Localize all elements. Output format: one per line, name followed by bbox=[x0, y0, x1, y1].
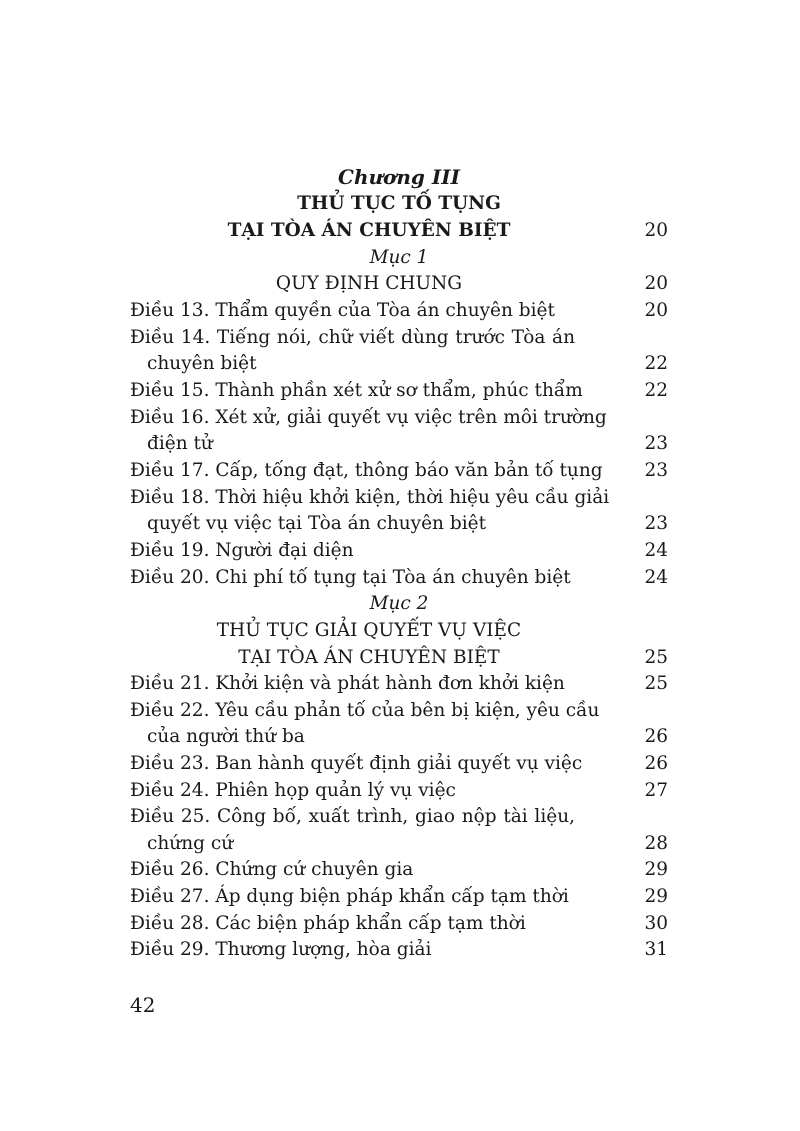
chapter-title-line2: TẠI TÒA ÁN CHUYÊN BIỆT bbox=[227, 220, 511, 241]
entry-page: 24 bbox=[644, 540, 668, 561]
entry-title: Điều 21. Khởi kiện và phát hành đơn khởi kiện bbox=[130, 673, 565, 694]
toc-entry[interactable] bbox=[130, 670, 668, 697]
entry-title: Điều 15. Thành phần xét xử sơ thẩm, phúc thẩm bbox=[130, 380, 583, 401]
entry-title: Điều 27. Áp dụng biện pháp khẩn cấp tạm thời bbox=[130, 886, 569, 907]
toc-entry[interactable] bbox=[130, 936, 668, 963]
entry-title: Điều 20. Chi phí tố tụng tại Tòa án chuyên biệt bbox=[130, 567, 571, 588]
entry-title: Điều 23. Ban hành quyết định giải quyết vụ việc bbox=[130, 753, 583, 774]
toc-entry[interactable] bbox=[130, 910, 668, 937]
toc-entry[interactable] bbox=[130, 750, 668, 777]
entry-title: Điều 24. Phiên họp quản lý vụ việc bbox=[130, 780, 456, 801]
toc-entry[interactable] bbox=[130, 324, 668, 351]
toc-entry[interactable] bbox=[130, 297, 668, 324]
toc-entry[interactable] bbox=[130, 457, 668, 484]
chapter-page: 20 bbox=[644, 220, 668, 241]
entry-page: 22 bbox=[644, 353, 668, 374]
entry-page: 23 bbox=[644, 513, 668, 534]
section2-title-line2-row bbox=[130, 644, 668, 671]
entry-title: Điều 25. Công bố, xuất trình, giao nộp tài liệu, bbox=[130, 806, 575, 827]
entry-title-cont: quyết vụ việc tại Tòa án chuyên biệt bbox=[147, 513, 486, 534]
entry-page: 30 bbox=[644, 913, 668, 934]
section1-label: Mục 1 bbox=[369, 247, 429, 268]
entry-page: 29 bbox=[644, 859, 668, 880]
entry-page: 23 bbox=[644, 460, 668, 481]
toc-entry[interactable] bbox=[130, 537, 668, 564]
toc-entry[interactable] bbox=[130, 404, 668, 431]
entry-title: Điều 17. Cấp, tống đạt, thông báo văn bản tố tụng bbox=[130, 460, 603, 481]
entry-page: 31 bbox=[644, 939, 668, 960]
toc-entry[interactable] bbox=[130, 856, 668, 883]
toc-entry-continuation[interactable] bbox=[130, 510, 668, 537]
section1-title-row bbox=[130, 270, 668, 297]
entry-page: 26 bbox=[644, 726, 668, 747]
entry-page: 29 bbox=[644, 886, 668, 907]
toc-entry-continuation[interactable] bbox=[130, 430, 668, 457]
entry-title: Điều 13. Thẩm quyền của Tòa án chuyên biệt bbox=[130, 300, 555, 321]
entry-title: Điều 26. Chứng cứ chuyên gia bbox=[130, 859, 414, 880]
section1-title: QUY ĐỊNH CHUNG bbox=[275, 273, 463, 294]
entry-page: 28 bbox=[644, 833, 668, 854]
chapter-label: Chương III bbox=[338, 165, 460, 189]
entry-title-cont: chuyên biệt bbox=[147, 353, 257, 374]
section2-title-line1: THỦ TỤC GIẢI QUYẾT VỤ VIỆC bbox=[216, 620, 522, 641]
entry-title-cont: chứng cứ bbox=[147, 833, 234, 854]
entry-page: 20 bbox=[644, 300, 668, 321]
toc-entry-continuation[interactable] bbox=[130, 723, 668, 750]
entry-title: Điều 28. Các biện pháp khẩn cấp tạm thời bbox=[130, 913, 526, 934]
entry-title-cont: của người thứ ba bbox=[147, 726, 305, 747]
chapter-title-line1: THỦ TỤC TỐ TỤNG bbox=[297, 193, 501, 214]
section2-title-line1-row bbox=[130, 617, 668, 644]
entry-page: 22 bbox=[644, 380, 668, 401]
toc-entry[interactable] bbox=[130, 484, 668, 511]
toc-entry[interactable] bbox=[130, 777, 668, 804]
entry-page: 23 bbox=[644, 433, 668, 454]
entry-page: 26 bbox=[644, 753, 668, 774]
entry-page: 25 bbox=[644, 673, 668, 694]
entry-page: 27 bbox=[644, 780, 668, 801]
page-number: 42 bbox=[130, 993, 156, 1017]
entry-title: Điều 16. Xét xử, giải quyết vụ việc trên môi trường bbox=[130, 407, 607, 428]
entry-title: Điều 19. Người đại diện bbox=[130, 540, 354, 561]
entry-title: Điều 22. Yêu cầu phản tố của bên bị kiện, yêu cầu bbox=[130, 700, 600, 721]
toc-entry[interactable] bbox=[130, 564, 668, 591]
section2-label: Mục 2 bbox=[369, 593, 429, 614]
toc-entry[interactable] bbox=[130, 803, 668, 830]
entry-title-cont: điện tử bbox=[147, 433, 213, 454]
toc-entry[interactable] bbox=[130, 883, 668, 910]
entry-title: Điều 29. Thương lượng, hòa giải bbox=[130, 939, 432, 960]
section1-page: 20 bbox=[644, 273, 668, 294]
entry-title: Điều 14. Tiếng nói, chữ viết dùng trước Tòa án bbox=[130, 327, 575, 348]
section2-title-line2: TẠI TÒA ÁN CHUYÊN BIỆT bbox=[238, 647, 500, 668]
entry-title: Điều 18. Thời hiệu khởi kiện, thời hiệu yêu cầu giải bbox=[130, 487, 610, 508]
toc-entry[interactable] bbox=[130, 697, 668, 724]
entry-page: 24 bbox=[644, 567, 668, 588]
section2-page: 25 bbox=[644, 647, 668, 668]
chapter-title-line2-row bbox=[130, 217, 668, 244]
toc-entry-continuation[interactable] bbox=[130, 350, 668, 377]
toc-entry-continuation[interactable] bbox=[130, 830, 668, 857]
toc-entry[interactable] bbox=[130, 377, 668, 404]
